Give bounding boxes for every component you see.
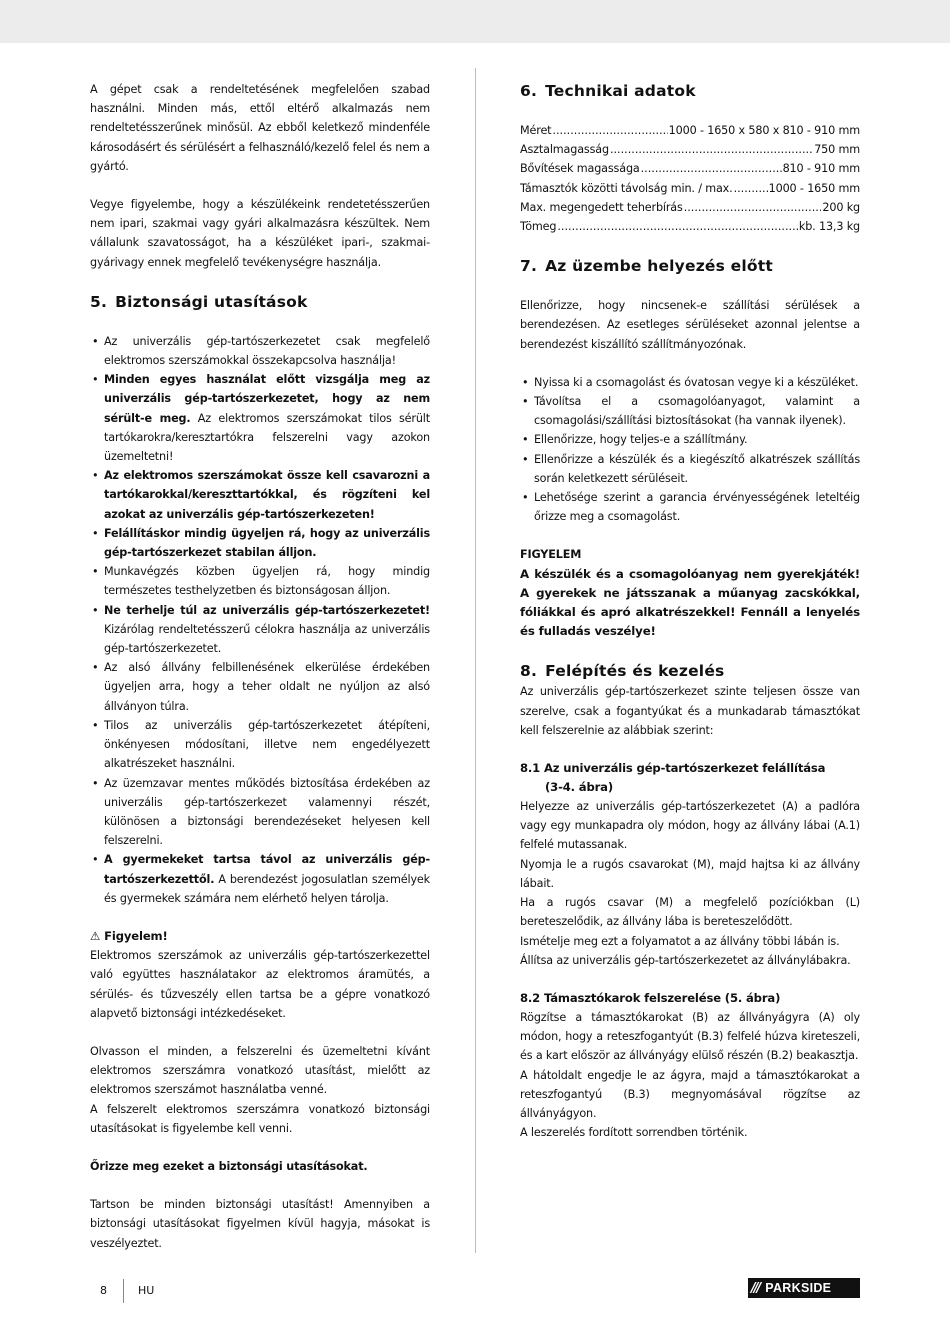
section-8-number: 8. bbox=[520, 662, 538, 681]
footer-separator bbox=[123, 1279, 124, 1303]
logo-text: PARKSIDE bbox=[765, 1281, 832, 1295]
safety-item: • Felállításkor mindig ügyeljen rá, hogy az univerzális gép-tartószerkezet stabilan álljon. bbox=[90, 524, 430, 562]
read-paragraph-1: Olvasson el minden, a felszerelni és üzemeltetni kívánt elektromos szerszámra vonatkozó utasítást, mielőtt az elektromos szerszámot használatba venné. bbox=[90, 1044, 430, 1097]
unpacking-item: • Lehetősége szerint a garancia érvényességének leteltéig őrizze meg a csomagolást. bbox=[520, 488, 860, 526]
subsection-8-1-paragraph: Helyezze az univerzális gép-tartószerkezetet (A) a padlóra vagy egy munkapadra oly módon, hogy az állvány lábai (A.1) felfelé mutassanak. bbox=[520, 800, 860, 852]
subsection-8-2-paragraph: Rögzítse a támasztókarokat (B) az állványágyra (A) oly módon, hogy a reteszfogantyút (B.3) felfelé húzva kireteszeli, és a kart először az állványágy elülső részén (B.2) beakasztja. bbox=[520, 1010, 860, 1063]
tech-row: Bővítések magassága ..... 810 - 910 mm bbox=[520, 159, 860, 178]
section-6-title: Technikai adatok bbox=[545, 82, 696, 100]
safety-item: • Az üzemzavar mentes működés biztosítása érdekében az univerzális gép-tartószerkezet valamennyi részét, különösen a biztonsági berendezéseket helyesen kell felszerelni. bbox=[90, 774, 430, 851]
safety-item: • Az alsó állvány felbillenésének elkerülése érdekében ügyeljen arra, hogy a teher oldalt ne nyúljon az alsó állványon túlra. bbox=[90, 658, 430, 716]
safety-list bbox=[90, 332, 430, 908]
attention-title: FIGYELEM bbox=[520, 548, 582, 562]
tech-row: Méret ..... 1000 - 1650 x 580 x 810 - 910 mm bbox=[520, 121, 860, 140]
tech-row: Asztalmagasság ..... 750 mm bbox=[520, 140, 860, 159]
section-5-number: 5. bbox=[90, 292, 108, 311]
section-6-heading bbox=[520, 80, 860, 102]
section-6-number: 6. bbox=[520, 82, 538, 100]
warning-heading bbox=[90, 927, 430, 946]
parkside-logo bbox=[748, 1278, 860, 1298]
safety-item: • A gyermekeket tartsa távol az univerzális gép-tartószerkezettől. A berendezést jogosulatlan személyek és gyermekek számára nem elérhető helyen tárolja. bbox=[90, 850, 430, 908]
tech-row: Tömeg ..... kb. 13,3 kg bbox=[520, 217, 860, 236]
unpacking-item: • Ellenőrizze a készülék és a kiegészítő alkatrészek szállítás során keletkezett sérüléseit. bbox=[520, 450, 860, 488]
intro-paragraph-1: A gépet csak a rendeltetésének megfelelően szabad használni. Minden más, ettől eltérő alkalmazás nem rendeltetésszerűnek minősül. Az ebből keletkező mindenféle károsodásért és sérülésért a felhasználó/kezelő felel és nem a gyártó. bbox=[90, 83, 430, 173]
subsection-8-1-paragraph: Állítsa az univerzális gép-tartószerkezetet az állványlábakra. bbox=[520, 953, 851, 967]
top-bar bbox=[0, 0, 950, 43]
tech-row: Max. megengedett teherbírás ..... 200 kg bbox=[520, 198, 860, 217]
warning-title: Figyelem! bbox=[104, 928, 168, 943]
safety-item: • Minden egyes használat előtt vizsgálja meg az univerzális gép-tartószerkezetet, hogy az nem sérült-e meg. Az elektromos szerszámokat tilos sérült tartókarokra/keresztartókra felszerelni vagy azokon üzemeltetni! bbox=[90, 370, 430, 466]
attention-text: A készülék és a csomagolóanyag nem gyerekjáték! A gyerekek ne játsszanak a műanyag zacskókkal, fóliákkal és apró alkatrészekkel! Fennáll a lenyelés és fulladás veszélye! bbox=[520, 566, 860, 639]
keep-instructions-text: Tartson be minden biztonsági utasítást! Amennyiben a biztonsági utasításokat figyelmen kívül hagyja, másokat is veszélyeztet. bbox=[90, 1198, 430, 1250]
unpacking-item: • Ellenőrizze, hogy teljes-e a szállítmány. bbox=[520, 430, 860, 449]
right-column bbox=[520, 80, 860, 1142]
unpacking-item: • Távolítsa el a csomagolóanyagot, valamint a csomagolási/szállítási biztosításokat (ha vannak ilyenek). bbox=[520, 392, 860, 430]
column-divider bbox=[475, 68, 476, 1253]
subsection-8-2-title: 8.2 Támasztókarok felszerelése (5. ábra) bbox=[520, 990, 781, 1005]
section-8-heading bbox=[520, 660, 860, 682]
unpacking-list bbox=[520, 373, 860, 527]
logo-stripes-icon: /// bbox=[751, 1280, 760, 1296]
warning-text: Elektromos szerszámok az univerzális gép-tartószerkezettel való együttes használatakor az elektromos áramütés, a sérülés- és tűzveszély ellen tartsa be a gépre vonatkozó alapvető biztonsági intézkedéseket. bbox=[90, 949, 430, 1020]
subsection-8-2-paragraph: A hátoldalt engedje le az ágyra, majd a támasztókarokat a reteszfogantyú (B.3) megnyomásával rögzítse az állványágyon. bbox=[520, 1068, 860, 1120]
unpacking-item: • Nyissa ki a csomagolást és óvatosan vegye ki a készüléket. bbox=[520, 373, 860, 392]
tech-data-table bbox=[520, 121, 860, 236]
intro-paragraph-2: Vegye figyelembe, hogy a készülékeink rendetetésszerűen nem ipari, szakmai vagy gyári alkalmazásra készültek. Nem vállalunk szavatosságot, ha a készüléket ipari-, szakmai- gyárivagy ennek megfelelő tevékenységre használja. bbox=[90, 198, 430, 269]
section-7-number: 7. bbox=[520, 257, 538, 276]
subsection-8-1-paragraph: Ha a rugós csavar (M) a megfelelő pozíciókban (L) bereteszelődik, az állvány lába is bereteszelődött. bbox=[520, 896, 860, 929]
read-paragraph-2: A felszerelt elektromos szerszámra vonatkozó biztonsági utasításokat is figyelembe kell venni. bbox=[90, 1102, 430, 1135]
safety-item: • Ne terhelje túl az univerzális gép-tartószerkezetet! Kizárólag rendeltetésszerű célokra használja az univerzális gép-tartószerkezetet. bbox=[90, 601, 430, 659]
keep-instructions-heading: Őrizze meg ezeket a biztonsági utasításokat. bbox=[90, 1159, 368, 1173]
subsection-8-1-paragraph: Ismételje meg ezt a folyamatot a az állvány többi lábán is. bbox=[520, 934, 840, 948]
section-7-title: Az üzembe helyezés előtt bbox=[545, 257, 773, 276]
subsection-8-2-paragraph: A leszerelés fordított sorrendben történik. bbox=[520, 1126, 748, 1140]
page-number: 8 bbox=[100, 1284, 107, 1297]
section-7-heading bbox=[520, 255, 860, 277]
section-5-title: Biztonsági utasítások bbox=[115, 292, 308, 311]
warning-triangle-icon: ⚠ bbox=[90, 928, 101, 943]
section-7-intro: Ellenőrizze, hogy nincsenek-e szállítási sérülések a berendezésen. Az esetleges sérüléseket azonnal jelentse a berendezést kiszállító szállítmányozónak. bbox=[520, 299, 860, 351]
safety-item: • Munkavégzés közben ügyeljen rá, hogy mindig természetes testhelyzetben és biztonságosan álljon. bbox=[90, 562, 430, 600]
section-8-intro: Az univerzális gép-tartószerkezet szinte teljesen össze van szerelve, csak a fogantyúkat és a munkadarab támasztókat kell felszerelnie az alábbiak szerint: bbox=[520, 685, 860, 737]
safety-item: • Az elektromos szerszámokat össze kell csavarozni a tartókarokkal/kereszttartókkal, és rögzíteni kel azokat az univerzális gép-tartószerkezeten! bbox=[90, 466, 430, 524]
tech-row: Támasztók közötti távolság min. / max. ..... 1000 - 1650 mm bbox=[520, 179, 860, 198]
safety-item: • Tilos az univerzális gép-tartószerkezetet átépíteni, önkényesen módosítani, illetve nem engedélyezett alkatrészeket használni. bbox=[90, 716, 430, 774]
section-8-title: Felépítés és kezelés bbox=[545, 662, 725, 681]
subsection-8-1-paragraph: Nyomja le a rugós csavarokat (M), majd hajtsa ki az állvány lábait. bbox=[520, 857, 860, 890]
safety-item: • Az univerzális gép-tartószerkezetet csak megfelelő elektromos szerszámokkal összekapcsolva használja! bbox=[90, 332, 430, 370]
language-code: HU bbox=[138, 1284, 155, 1297]
subsection-8-1-title: 8.1 Az univerzális gép-tartószerkezet felállítása bbox=[520, 761, 826, 776]
subsection-8-1-figure: (3-4. ábra) bbox=[545, 780, 613, 795]
left-column bbox=[90, 80, 430, 1253]
section-5-heading bbox=[90, 291, 430, 313]
